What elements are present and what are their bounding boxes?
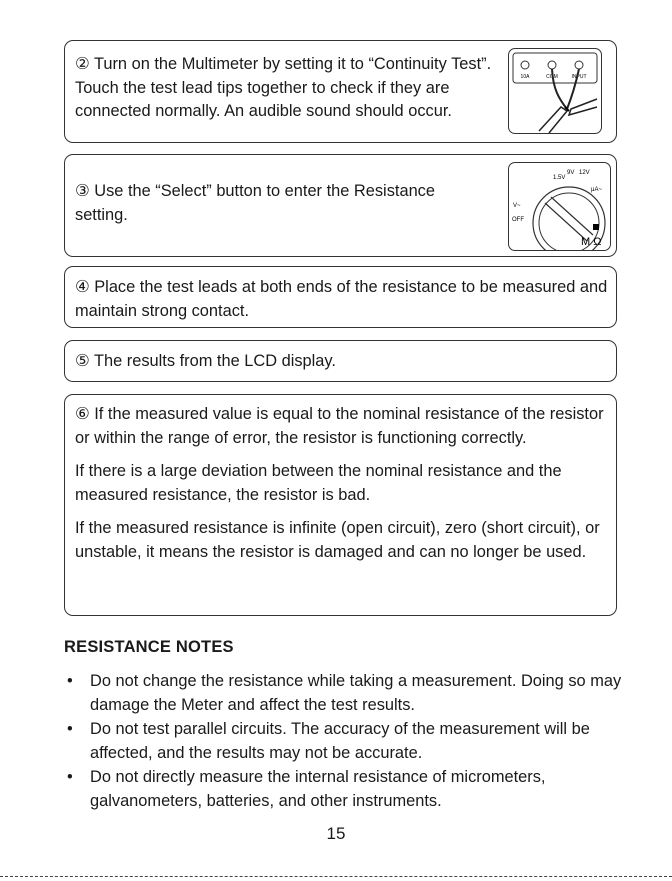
list-item — [64, 766, 624, 813]
step-2-box — [64, 40, 617, 143]
dial-label-v: V~ — [513, 203, 521, 209]
notes-list — [64, 670, 624, 814]
dial-label-1-5v: 1.5V — [553, 175, 566, 181]
step-6-box — [64, 394, 617, 616]
note-text: Do not directly measure the internal resistance of micrometers, galvanometers, batteries, and other instruments. — [90, 768, 546, 810]
list-item — [64, 670, 624, 717]
bullet-icon: • — [67, 720, 73, 738]
illus-label-10a: 10A — [520, 74, 530, 80]
dial-label-ua: μA~ — [591, 187, 602, 193]
rotary-dial-icon — [508, 162, 611, 251]
step-2-text: ② Turn on the Multimeter by setting it to “Continuity Test”. Touch the test lead tips together to check if they are connected normally. An audible sound should occur. — [75, 55, 492, 120]
bullet-icon: • — [67, 768, 73, 786]
footer-divider — [0, 876, 672, 877]
list-item — [64, 718, 624, 765]
step-6-paragraph-3: If the measured resistance is infinite (open circuit), zero (short circuit), or unstable, it means the resistor is damaged and can no longer be used. — [75, 519, 600, 561]
illus-label-com: COM — [546, 74, 558, 80]
illus-label-input: INPUT — [571, 74, 587, 80]
step-3-text: ③ Use the “Select” button to enter the Resistance setting. — [75, 182, 435, 224]
step-6-paragraph-1: ⑥ If the measured value is equal to the nominal resistance of the resistor or within the range of error, the resistor is functioning correctly. — [75, 405, 604, 447]
step-6-text — [75, 403, 615, 564]
step-4-text: ④ Place the test leads at both ends of the resistance to be measured and maintain strong contact. — [75, 278, 608, 320]
bullet-icon: • — [67, 672, 73, 690]
step-3-box — [64, 154, 617, 257]
dial-label-9v: 9V — [567, 170, 575, 176]
page-number: 15 — [326, 824, 346, 843]
notes-title: RESISTANCE NOTES — [64, 638, 234, 656]
note-text: Do not change the resistance while taking a measurement. Doing so may damage the Meter and affect the test results. — [90, 672, 622, 714]
dial-label-off: OFF — [512, 217, 524, 223]
dial-label-12v: 12V — [579, 170, 590, 176]
test-leads-touching-icon — [508, 48, 602, 134]
note-text: Do not test parallel circuits. The accuracy of the measurement will be affected, and the results may not be accurate. — [90, 720, 590, 762]
dial-label-mohm: M Ω — [581, 236, 602, 248]
step-6-paragraph-2: If there is a large deviation between the nominal resistance and the measured resistance, the resistor is bad. — [75, 462, 562, 504]
step-4-box — [64, 266, 617, 328]
step-5-box — [64, 340, 617, 382]
step-5-text: ⑤ The results from the LCD display. — [75, 352, 336, 370]
